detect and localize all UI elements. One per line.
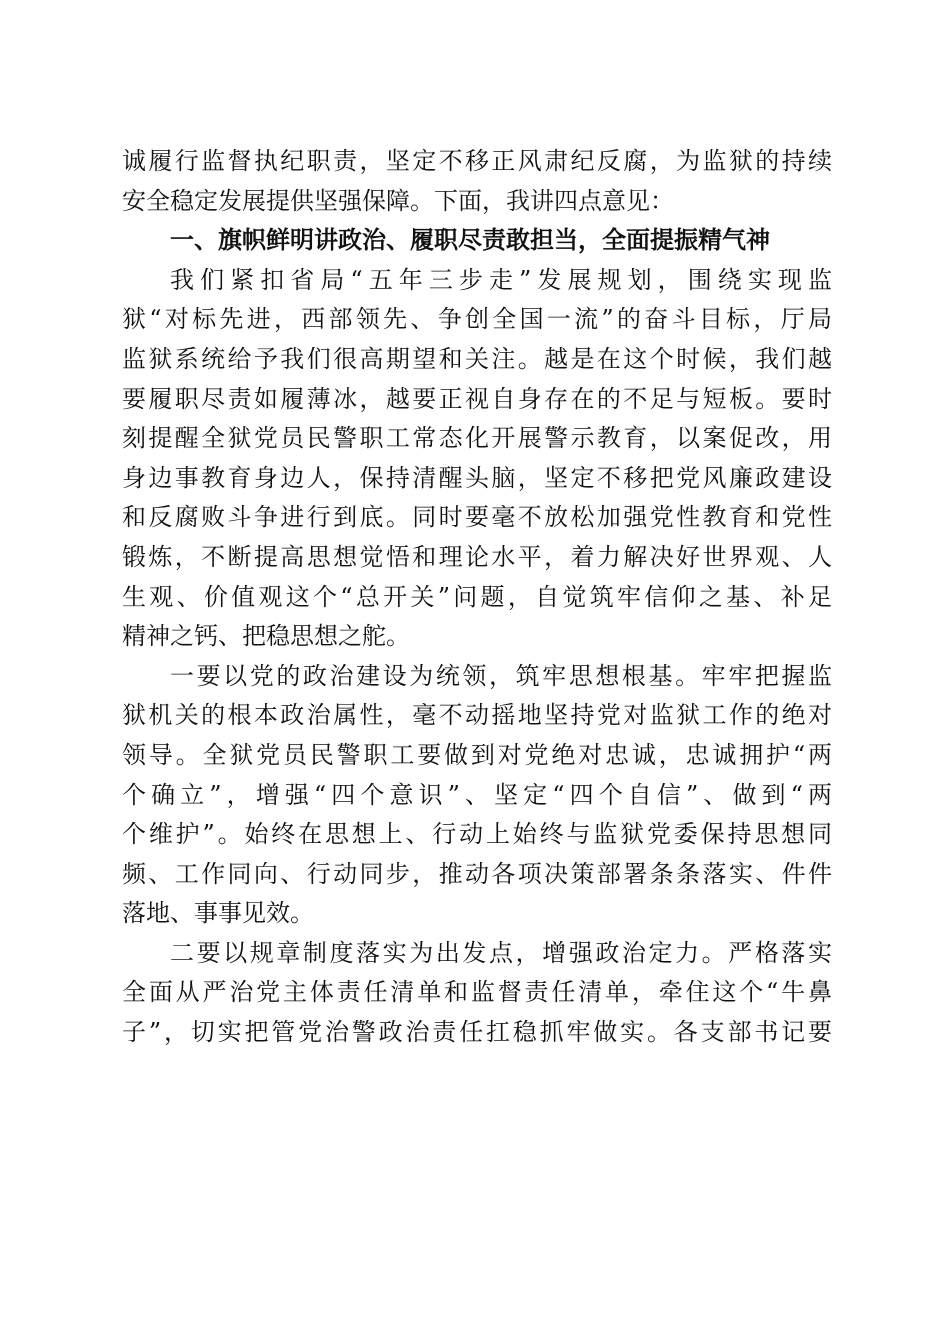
text-line: 我们紧扣省局“五年三步走”发展规划，围绕实现监 (170, 265, 832, 294)
text-line: 二要以规章制度落实为出发点，增强政治定力。严格落实 (170, 938, 832, 967)
text-line: 子”，切实把管党治警政治责任扛稳抓牢做实。各支部书记要 (122, 1018, 832, 1047)
text-line: 身边事教育身边人，保持清醒头脑，坚定不移把党风廉政建设 (122, 463, 832, 492)
text-line: 狱“对标先进，西部领先、争创全国一流”的奋斗目标，厅局 (122, 305, 832, 334)
text-line: 个确立”，增强“四个意识”、坚定“四个自信”、做到“两 (122, 780, 832, 809)
text-line: 监狱系统给予我们很高期望和关注。越是在这个时候，我们越 (122, 344, 832, 373)
text-line: 频、工作同向、行动同步，推动各项决策部署条条落实、件件 (122, 859, 832, 888)
paragraph-1 (122, 261, 832, 657)
text-line: 要履职尽责如履薄冰，越要正视自身存在的不足与短板。要时 (122, 384, 832, 413)
document-body (122, 142, 832, 1053)
text-line: 精神之钙、把稳思想之舵。 (122, 622, 410, 651)
heading-text: 一、旗帜鲜明讲政治、履职尽责敢担当，全面提振精气神 (170, 226, 770, 255)
text-line: 诚履行监督执纪职责，坚定不移正风肃纪反腐，为监狱的持续 (122, 147, 832, 175)
text-line: 一要以党的政治建设为统领，筑牢思想根基。牢牢把握监 (170, 661, 832, 690)
paragraph-intro (122, 142, 832, 221)
text-line: 落地、事事见效。 (122, 899, 314, 928)
text-line: 锻炼，不断提高思想觉悟和理论水平，着力解决好世界观、人 (122, 542, 832, 571)
text-line: 生观、价值观这个“总开关”问题，自觉筑牢信仰之基、补足 (122, 582, 832, 611)
text-line: 安全稳定发展提供坚强保障。下面，我讲四点意见： (122, 186, 674, 215)
paragraph-3 (122, 934, 832, 1053)
section-heading (122, 221, 832, 261)
text-line: 全面从严治党主体责任清单和监督责任清单，牵住这个“牛鼻 (122, 978, 832, 1007)
paragraph-2 (122, 657, 832, 934)
text-line: 刻提醒全狱党员民警职工常态化开展警示教育，以案促改，用 (122, 424, 832, 453)
text-line: 和反腐败斗争进行到底。同时要毫不放松加强党性教育和党性 (122, 503, 832, 532)
text-line: 狱机关的根本政治属性，毫不动摇地坚持党对监狱工作的绝对 (122, 701, 832, 730)
text-line: 个维护”。始终在思想上、行动上始终与监狱党委保持思想同 (122, 820, 832, 849)
text-line: 领导。全狱党员民警职工要做到对党绝对忠诚，忠诚拥护“两 (122, 740, 832, 769)
